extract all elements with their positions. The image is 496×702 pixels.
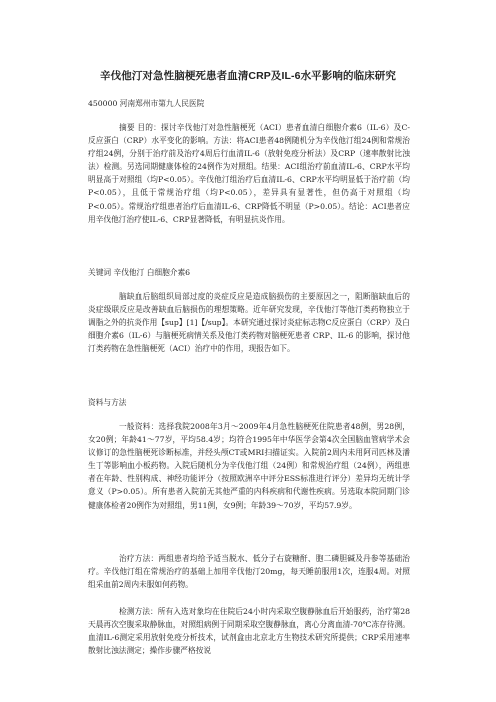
section-heading-methods: 资料与方法 [88, 398, 127, 407]
detection-paragraph: 检测方法：所有入选对象均在住院后24小时内采取空腹静脉血后开始服药，治疗第28天晨再次空腹采取静脉血，对照组病例于同期采取空腹静脉血，离心分离血清-70℃冻存待测。血清IL-6测定采用放射免疫分析技术，试剂盒由北京北方生物技术研究所提供；CRP采用速率散射比浊法测定；操作步骤严格按说 [88, 607, 410, 656]
introduction-paragraph: 脑缺血后脑组织局部过度的炎症反应是造成脑损伤的主要原因之一，阻断脑缺血后的炎症级联反应是改善缺血后脑损伤的理想策略。近年研究发现，辛伐他汀等他汀类药物独立于调脂之外的抗炎作用【sup】[1]【/sup】。本研究通过探讨炎症标志物C反应蛋白（CRP）及白细胞介素6（IL-6）与脑梗死病情关系及他汀类药物对脑梗死患者 CRP、IL-6 的影响，探讨他汀类药物在急性脑梗死（ACI）治疗中的作用，现报告如下。 [88, 292, 410, 354]
author-affiliation: 450000 河南郑州市第九人民医院 [88, 99, 205, 108]
abstract-paragraph: 摘要 目的：探讨辛伐他汀对急性脑梗死（ACI）患者血清白细胞介素6（IL-6）及C-反应蛋白（CRP）水平变化的影响。方法：将ACI患者48例随机分为辛伐他汀组24例和常规治疗组24例，分别于治疗前及治疗4周后行血清IL-6（放射免疫分析法）及CRP（速率散射比浊法）检测。另选同期健康体检的24例作为对照组。结果：ACI组治疗前血清IL-6、CRP水平均明显高于对照组（均P<0.05）。辛伐他汀组治疗后血清IL-6、CRP水平均明显低于治疗前（均P<0.05），且低于常规治疗组（均P<0.05），差异具有显著性，但仍高于对照组（均P<0.05）。常规治疗组患者治疗后血清IL-6、CRP降低不明显（P>0.05）。结论：ACI患者应用辛伐他汀治疗使IL-6、CRP显著降低，有明显抗炎作用。 [88, 123, 410, 224]
treatment-paragraph: 治疗方法：两组患者均给予适当脱水、低分子右旋糖酐、胞二磷胆碱及丹参等基础治疗。辛伐他汀组在常规治疗的基础上加用辛伐他汀20mg，每天睡前服用1次，连服4周。对照组采血前2周内未服如何药物。 [88, 554, 410, 590]
keywords-line: 关键词 辛伐他汀 白细胞介素6 [88, 268, 191, 277]
general-data-paragraph: 一般资料：选择我院2008年3月～2009年4月急性脑梗死住院患者48例，男28例，女20例；年龄41～77岁，平均58.4岁；均符合1995年中华医学会第4次全国脑血管病学术会议修订的急性脑梗死诊断标准，并经头颅CT或MRI扫描证实。入院前2周内未用阿司匹林及潘生丁等影响血小板药物。入院后随机分为辛伐他汀组（24例）和常规治疗组（24例），两组患者在年龄、性别构成、神经功能评分（按照欧洲卒中评分ESS标准进行评分）差异均无统计学意义（P>0.05）。所有患者入院前无其他严重的内科疾病和代谢性疾病。另选取本院同期门诊健康体检者20例作为对照组，男11例，女9例；年龄39～70岁，平均57.9岁。 [88, 422, 410, 510]
paper-title: 辛伐他汀对急性脑梗死患者血清CRP及IL-6水平影响的临床研究 [100, 70, 396, 82]
